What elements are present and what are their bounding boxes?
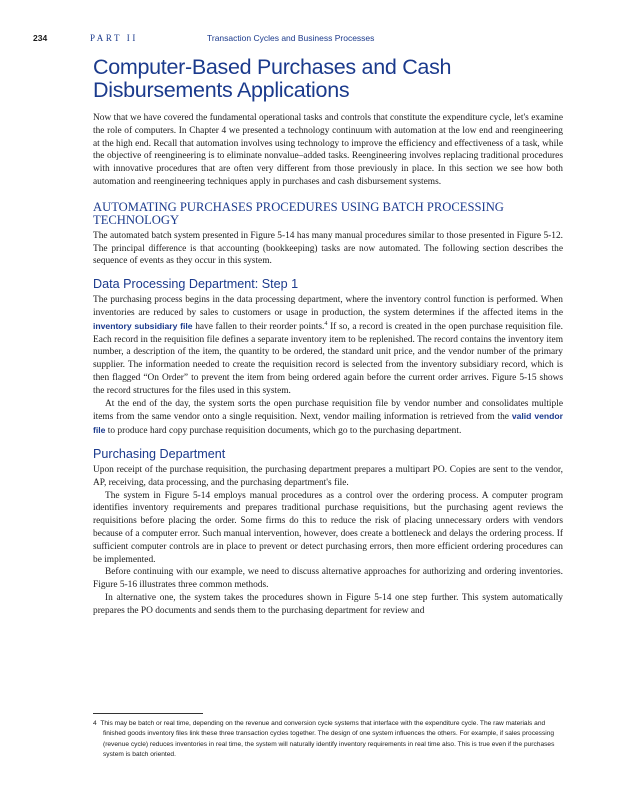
footnote-divider [93, 713, 203, 714]
purchasing-paragraph-3: Before continuing with our example, we need to discuss alternative approaches for authorizing and ordering inventories. Figure 5-16 illustrates three common methods. [93, 567, 563, 591]
purchasing-paragraph-4: In alternative one, the system takes the procedures shown in Figure 5-14 one step further. This system automatically prepares the PO documents and sends them to the purchasing department for review and [93, 592, 563, 616]
section-title: Computer-Based Purchases and Cash Disbursements Applications [93, 55, 452, 102]
key-term-valid-vendor-file: valid vendor file [93, 411, 563, 436]
footnote-reference: 4 [324, 320, 328, 327]
dp-p1-text-a: The purchasing process begins in the data processing department, where the inventory control function is performed. When inventories are reduced by sales to customers or usage in production, the system determines if the affected items in the [93, 295, 563, 318]
body-content [93, 56, 563, 618]
dp-step-paragraph-2 [93, 398, 563, 438]
footnote [93, 719, 565, 761]
section-intro-paragraph: Now that we have covered the fundamental operational tasks and controls that constitute the expenditure cycle, let's examine the role of computers. In Chapter 4 we presented a technology continuum with automation at the low end and reengineering at the high end. Recall that automation involves using technology to improve the efficiency and effectiveness of a task, while the objective of reengineering is to eliminate nonvalue–added tasks. Reengineering involves replacing traditional procedures with innovative procedures that are often very different from those previously in place. In this section we see how both automation and reengineering techniques apply in purchases and cash disbursement systems. [93, 113, 563, 187]
footnote-body [93, 719, 565, 761]
dp-p2-text-a: At the end of the day, the system sorts the open purchase requisition file by vendor number and consolidates multiple items from the same vendor onto a single requisition. Next, vendor mailing information is retrieved from the [93, 398, 563, 423]
purchasing-paragraph-1: Upon receipt of the purchase requisition, the purchasing department prepares a multipart PO. Copies are sent to the vendor, AP, receiving, data processing, and the purchasing department's file. [93, 464, 563, 488]
running-title: Transaction Cycles and Business Processes [207, 33, 375, 43]
key-term-inventory-subsidiary-file: inventory subsidiary file [93, 320, 193, 331]
purchasing-heading: Purchasing Department [93, 446, 226, 461]
dp-p2-text-b: to produce hard copy purchase requisition documents, which go to the purchasing department. [107, 426, 462, 437]
footnote-text: This may be batch or real time, depending on the revenue and conversion cycle systems that interface with the expenditure cycle. The raw materials and finished goods inventory files link these three transaction cycles together. The design of one system influences the others. For example, if sales processing (revenue cycle) reduces inventories in real time, the system will naturally identify inventory requirements in real time also. This is true even if the purchases system is batch oriented. [100, 720, 555, 759]
dp-p1-text-b: have fallen to their reorder points. [195, 321, 325, 332]
part-label: PART II [90, 33, 138, 43]
dp-step-heading: Data Processing Department: Step 1 [93, 277, 299, 292]
subsection-intro-paragraph: The automated batch system presented in Figure 5-14 has many manual procedures similar to those presented in Figure 5-12. The principal difference is that accounting (bookkeeping) tasks are now automated. The following section describes the sequence of events as they occur in this system. [93, 230, 563, 267]
footnote-number: 4 [93, 720, 97, 727]
purchasing-paragraph-2: The system in Figure 5-14 employs manual procedures as a control over the ordering process. A computer program identifies inventory requirements and prepares traditional purchase requisitions, but the purchasing agent reviews the requisitions before placing the order. Some firms do this to reduce the risk of placing unnecessary orders with vendors because of a computer error. Such manual intervention, however, does create a bottleneck and delays the ordering process. If sufficient computer controls are in place to prevent or detect purchasing errors, then more efficient ordering procedures can be implemented. [93, 490, 563, 565]
subsection-title: AUTOMATING PURCHASES PROCEDURES USING BATCH PROCESSING TECHNOLOGY [93, 199, 504, 228]
dp-p1-text-c: If so, a record is created in the open purchase requisition file. Each record in the requisition file defines a separate inventory item to be replenished. The record contains the inventory item number, a description of the item, the quantity to be ordered, the standard unit price, and the vendor number of the primary supplier. The information needed to create the requisition record is selected from the inventory subsidiary record, which is then flagged “On Order” to prevent the item from being ordered again before the current order arrives. Figure 5-15 shows the record structures for the files used in this system. [93, 321, 564, 396]
running-header [33, 33, 573, 45]
dp-step-paragraph-1 [93, 294, 563, 397]
page-number: 234 [33, 33, 48, 43]
